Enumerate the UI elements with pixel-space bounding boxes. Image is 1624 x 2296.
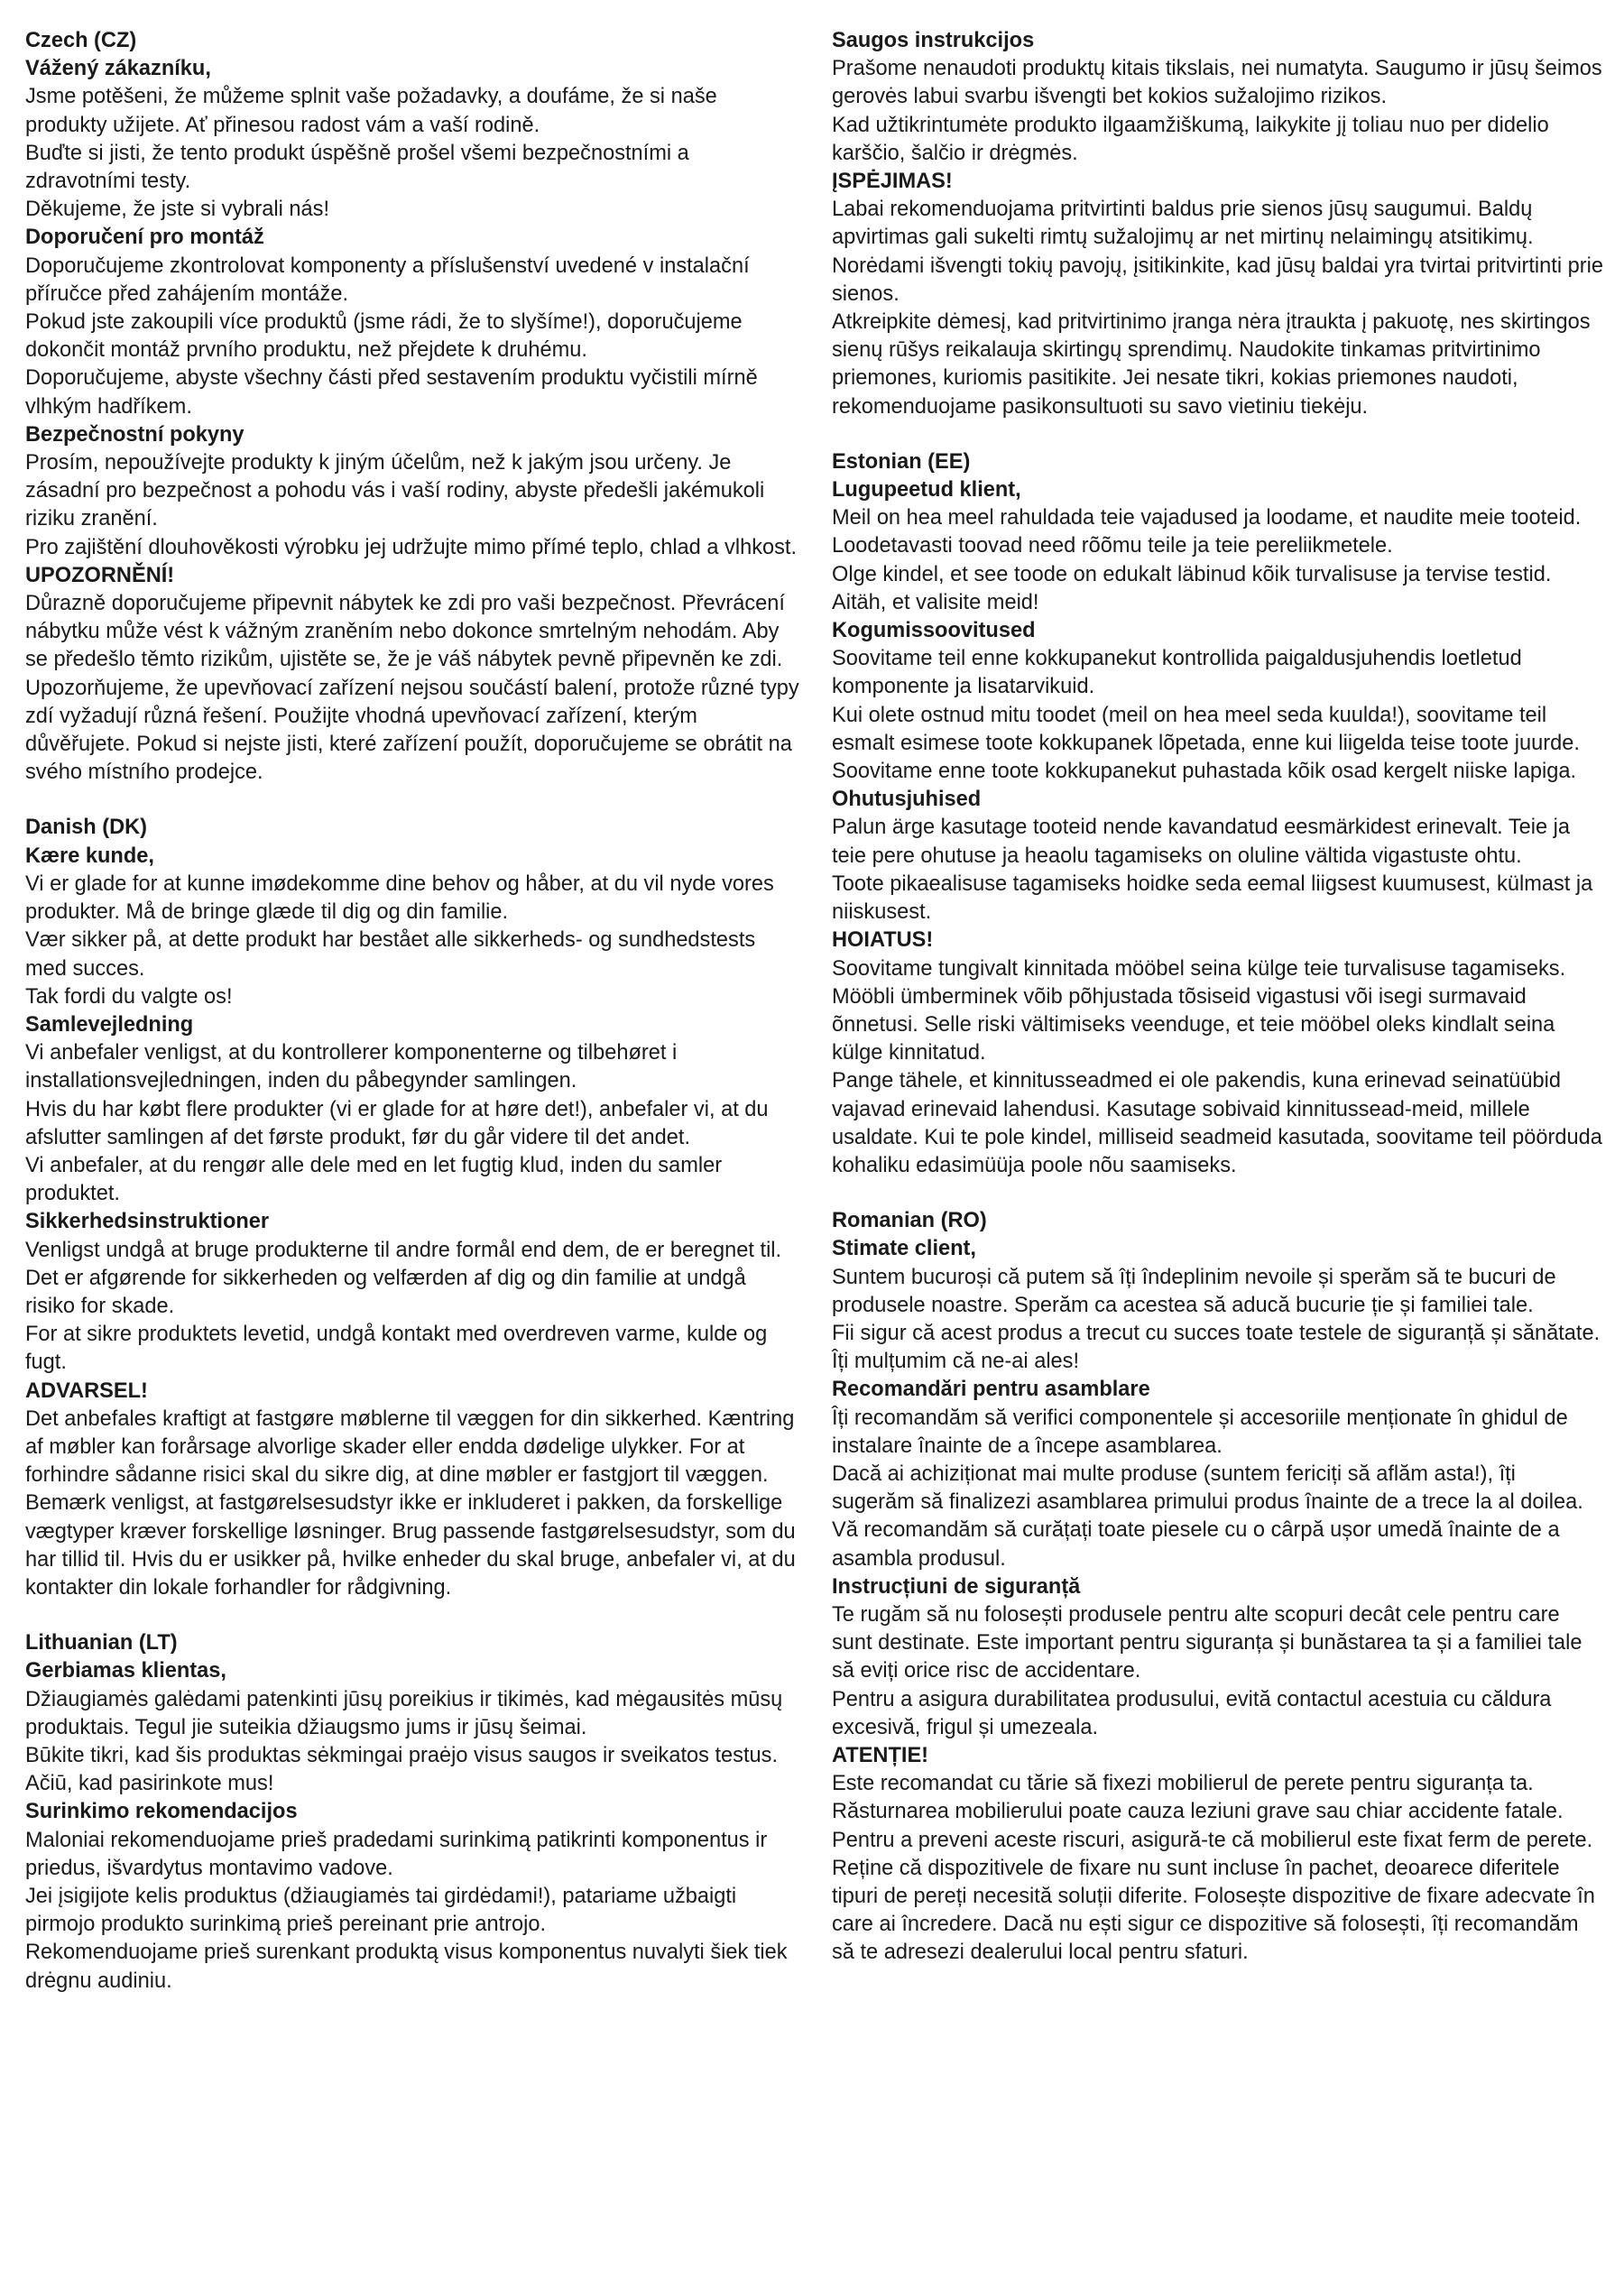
paragraph: Maloniai rekomenduojame prieš pradedami surinkimą patikrinti komponentus ir priedus, išvardytus montavimo vadove. <box>25 1828 768 1880</box>
paragraph: Vă recomandăm să curățați toate piesele cu o cârpă ușor umedă înainte de a asambla produsul. <box>832 1518 1560 1571</box>
language-section <box>832 448 1604 1180</box>
greeting: Kære kunde, <box>25 844 154 868</box>
paragraph: Olge kindel, et see toode on edukalt läbinud kõik turvalisuse ja tervise testid. <box>832 562 1552 586</box>
language-section <box>25 1629 799 1996</box>
greeting: Vážený zákazníku, <box>25 57 211 81</box>
paragraph: Pange tähele, et kinnitusseadmed ei ole pakendis, kuna erinevad seinatüübid vajavad erinevaid lahendusi. Kasutage sobivaid kinnitussead-meid, millele usaldate. Kui te pole kindel, milliseid seadmeid kasutada, soovitame teil pöörduda kohaliku edasimüüja poole nõu saamiseks. <box>832 1069 1602 1177</box>
right-column <box>832 27 1604 2296</box>
paragraph: Jei įsigijote kelis produktus (džiaugiamės tai girdėdami!), patariame užbaigti pirmojo produkto surinkimą prieš pereinant prie antrojo. <box>25 1885 737 1937</box>
section-heading: UPOZORNĚNÍ! <box>25 563 175 587</box>
greeting: Lugupeetud klient, <box>832 478 1021 503</box>
paragraph: Prosím, nepoužívejte produkty k jiným účelům, než k jakým jsou určeny. Je zásadní pro bezpečnost a pohodu vás i vaší rodiny, abyste předešli jakémukoli riziku zranění. <box>25 451 765 531</box>
paragraph: Reține că dispozitivele de fixare nu sunt incluse în pachet, deoarece diferitele tipuri de pereți necesită soluții diferite. Folosește dispozitive de fixare adecvate în care ai încredere. Dacă nu ești sigur ce dispozitive să folosești, îți recomandăm să te adresezi dealerului local pentru sfaturi. <box>832 1856 1595 1965</box>
language-section <box>25 814 799 1602</box>
section-heading: Recomandări pentru asamblare <box>832 1378 1150 1402</box>
section-heading: ĮSPĖJIMAS! <box>832 170 953 194</box>
paragraph: Vi anbefaler venligst, at du kontrollerer komponenterne og tilbehøret i installationsvejledningen, inden du påbegynder samlingen. <box>25 1041 678 1093</box>
paragraph: Pentru a asigura durabilitatea produsului, evită contactul acestuia cu căldura excesivă, frigul și umezeala. <box>832 1687 1552 1739</box>
section-heading: HOIATUS! <box>832 928 934 953</box>
paragraph: Aitäh, et valisite meid! <box>832 590 1039 614</box>
paragraph: Bemærk venligst, at fastgørelsesudstyr ikke er inkluderet i pakken, da forskellige vægtyper kræver forskellige løsninger. Brug passende fastgørelsesudstyr, som du har tillid til. Hvis du er usikker på, hvilke enheder du skal bruge, anbefaler vi, at du kontakter din lokale forhandler for rådgivning. <box>25 1491 796 1600</box>
section-heading: Bezpečnostní pokyny <box>25 422 245 447</box>
paragraph: Îți recomandăm să verifici componentele și accesoriile menționate în ghidul de instalare înainte de a începe asamblarea. <box>832 1406 1568 1458</box>
paragraph: Buďte si jisti, že tento produkt úspěšně prošel všemi bezpečnostními a zdravotními testy. <box>25 141 689 194</box>
greeting: Stimate client, <box>832 1237 976 1261</box>
paragraph: Būkite tikri, kad šis produktas sėkmingai praėjo visus saugos ir sveikatos testus. <box>25 1743 779 1767</box>
language-title: Lithuanian (LT) <box>25 1631 178 1655</box>
section-heading: Saugos instrukcijos <box>832 29 1035 52</box>
paragraph: Ačiū, kad pasirinkote mus! <box>25 1772 274 1796</box>
section-heading: Kogumissoovitused <box>832 619 1036 643</box>
paragraph: Venligst undgå at bruge produkterne til andre formål end dem, de er beregnet til. <box>25 1238 782 1262</box>
paragraph: Děkujeme, že jste si vybrali nás! <box>25 198 329 222</box>
paragraph: Det anbefales kraftigt at fastgøre møblerne til væggen for din sikkerhed. Kæntring af møbler kan forårsage alvorlige skader eller endda dødelige ulykker. For at forhindre sådanne risici skal du sikre dig, at dine møbler er fastgjort til væggen. <box>25 1406 795 1488</box>
language-title: Romanian (RO) <box>832 1209 987 1233</box>
paragraph: Kad užtikrintumėte produkto ilgaamžiškumą, laikykite jį toliau nuo per didelio karščio, šalčio ir drėgmės. <box>832 113 1549 165</box>
paragraph: Palun ärge kasutage tooteid nende kavandatud eesmärkidest erinevalt. Teie ja teie pere ohutuse ja heaolu tagamiseks on oluline vältida vigastuste ohtu. <box>832 816 1571 868</box>
paragraph: Îți mulțumim că ne-ai ales! <box>832 1350 1080 1374</box>
paragraph: Hvis du har købt flere produkter (vi er glade for at høre det!), anbefaler vi, at du afslutter samlingen af det første produkt, før du går videre til det andet. <box>25 1097 769 1149</box>
section-heading: Surinkimo rekomendacijos <box>25 1800 298 1824</box>
paragraph: Pokud jste zakoupili více produktů (jsme rádi, že to slyšíme!), doporučujeme dokončit montáž prvního produktu, než přejdete k druhému. <box>25 310 743 363</box>
paragraph: Doporučujeme zkontrolovat komponenty a příslušenství uvedené v instalační příručce před zahájením montáže. <box>25 254 750 306</box>
section-heading: Ohutusjuhised <box>832 788 982 812</box>
section-heading: Instrucțiuni de siguranță <box>832 1574 1081 1599</box>
paragraph: Det er afgørende for sikkerheden og velfærden af dig og din familie at undgå risiko for skade. <box>25 1266 746 1318</box>
paragraph: Kui olete ostnud mitu toodet (meil on hea meel seda kuulda!), soovitame teil esmalt esimese toote kokkupanek lõpetada, enne kui liigelda teise toote juurde. <box>832 703 1580 755</box>
paragraph: Toote pikaealisuse tagamiseks hoidke seda eemal liigsest kuumusest, külmast ja niiskusest. <box>832 871 1593 925</box>
language-section <box>832 27 1604 421</box>
paragraph: Vær sikker på, at dette produkt har bestået alle sikkerheds- og sundhedstests med succes. <box>25 928 756 981</box>
greeting: Gerbiamas klientas, <box>25 1659 226 1683</box>
paragraph: Te rugăm să nu folosești produsele pentru alte scopuri decât cele pentru care sunt destinate. Este important pentru siguranța și bunăstarea ta și a familiei tale să eviți orice risc de accidentare. <box>832 1602 1582 1683</box>
section-heading: Doporučení pro montáž <box>25 226 264 250</box>
paragraph: Meil on hea meel rahuldada teie vajadused ja loodame, et naudite meie tooteid. Loodetavasti toovad need rõõmu teile ja teie pereliikmetele. <box>832 506 1582 558</box>
section-heading: ATENȚIE! <box>832 1743 929 1767</box>
paragraph: Labai rekomenduojama pritvirtinti baldus prie sienos jūsų saugumui. Baldų apvirtimas gali sukelti rimtų sužalojimų ar net mirtinų nelaimingų atsitikimų. Norėdami išvengti tokių pavojų, įsitikinkite, kad jūsų baldai yra tvirtai pritvirtinti prie sienos. <box>832 198 1603 306</box>
paragraph: Prašome nenaudoti produktų kitais tikslais, nei numatyta. Saugumo ir jūsų šeimos gerovės labui svarbu išvengti bet kokios sužalojimo rizikos. <box>832 57 1602 109</box>
language-title: Estonian (EE) <box>832 449 971 474</box>
paragraph: Soovitame tungivalt kinnitada mööbel seina külge teie turvalisuse tagamiseks. Mööbli ümberminek võib põhjustada tõsiseid vigastusi või isegi surmavaid õnnetusi. Selle riski vältimiseks veenduge, et teie mööbel oleks kindlalt seina külge kinnitatud. <box>832 956 1566 1065</box>
section-heading: Samlevejledning <box>25 1012 194 1037</box>
paragraph: Tak fordi du valgte os! <box>25 984 233 1009</box>
language-section <box>25 27 799 787</box>
paragraph: Suntem bucuroși că putem să îți îndeplinim nevoile și sperăm să te bucuri de produsele noastre. Sperăm ca acestea să aducă bucurie ție și familiei tale. <box>832 1265 1556 1317</box>
section-heading: ADVARSEL! <box>25 1379 148 1403</box>
paragraph: Fii sigur că acest produs a trecut cu succes toate testele de siguranță și sănătate. <box>832 1321 1601 1345</box>
paragraph: Este recomandat cu tărie să fixezi mobilierul de perete pentru siguranța ta. Răsturnarea mobilierului poate cauza leziuni grave sau chiar accidente fatale. Pentru a preveni aceste riscuri, asigură-te că mobilierul este fixat ferm de perete. <box>832 1772 1593 1852</box>
paragraph: Doporučujeme, abyste všechny části před sestavením produktu vyčistili mírně vlhkým hadříkem. <box>25 366 758 419</box>
paragraph: Upozorňujeme, že upevňovací zařízení nejsou součástí balení, protože různé typy zdí vyžadují různá řešení. Použijte vhodná upevňovací zařízení, kterým důvěřujete. Pokud si nejste jisti, které zařízení použít, doporučujeme se obrátit na svého místního prodejce. <box>25 676 799 785</box>
paragraph: Vi anbefaler, at du rengør alle dele med en let fugtig klud, inden du samler produktet. <box>25 1153 723 1206</box>
section-heading: Sikkerhedsinstruktioner <box>25 1210 270 1234</box>
left-column <box>25 27 799 2296</box>
paragraph: Vi er glade for at kunne imødekomme dine behov og håber, at du vil nyde vores produkter. Må de bringe glæde til dig og din familie. <box>25 871 774 925</box>
paragraph: Pro zajištění dlouhověkosti výrobku jej udržujte mimo přímé teplo, chlad a vlhkost. <box>25 535 798 559</box>
paragraph: Soovitame enne toote kokkupanekut puhastada kõik osad kergelt niiske lapiga. <box>832 760 1577 784</box>
language-title: Czech (CZ) <box>25 29 137 52</box>
paragraph: Džiaugiamės galėdami patenkinti jūsų poreikius ir tikimės, kad mėgausitės mūsų produktais. Tegul jie suteikia džiaugsmo jums ir jūsų šeimai. <box>25 1687 783 1739</box>
paragraph: For at sikre produktets levetid, undgå kontakt med overdreven varme, kulde og fugt. <box>25 1323 768 1375</box>
paragraph: Jsme potěšeni, že můžeme splnit vaše požadavky, a doufáme, že si naše produkty užijete. Ať přinesou radost vám a vaší rodině. <box>25 85 717 137</box>
paragraph: Dacă ai achiziționat mai multe produse (suntem fericiți să aflăm asta!), îți sugerăm să finalizezi asamblarea primului produs înainte de a trece la al doilea. <box>832 1462 1583 1515</box>
paragraph: Soovitame teil enne kokkupanekut kontrollida paigaldusjuhendis loetletud komponente ja lisatarvikuid. <box>832 647 1522 699</box>
paragraph: Rekomenduojame prieš surenkant produktą visus komponentus nuvalyti šiek tiek drėgnu audiniu. <box>25 1941 788 1993</box>
language-section <box>832 1207 1604 1967</box>
language-title: Danish (DK) <box>25 816 148 840</box>
paragraph: Atkreipkite dėmesį, kad pritvirtinimo įranga nėra įtraukta į pakuotę, nes skirtingos sienų rūšys reikalauja skirtingų sprendimų. Naudokite tinkamas pritvirtinimo priemones, kuriomis pasitikite. Jei nesate tikri, kokias priemones naudoti, rekomenduojame pasikonsultuoti su savo vietiniu tiekėju. <box>832 310 1591 419</box>
paragraph: Důrazně doporučujeme připevnit nábytek ke zdi pro vaši bezpečnost. Převrácení nábytku může vést k vážným zraněním nebo dokonce smrtelným nehodám. Aby se předešlo těmto rizikům, ujistěte se, že je váš nábytek pevně připevněn ke zdi. <box>25 592 785 672</box>
